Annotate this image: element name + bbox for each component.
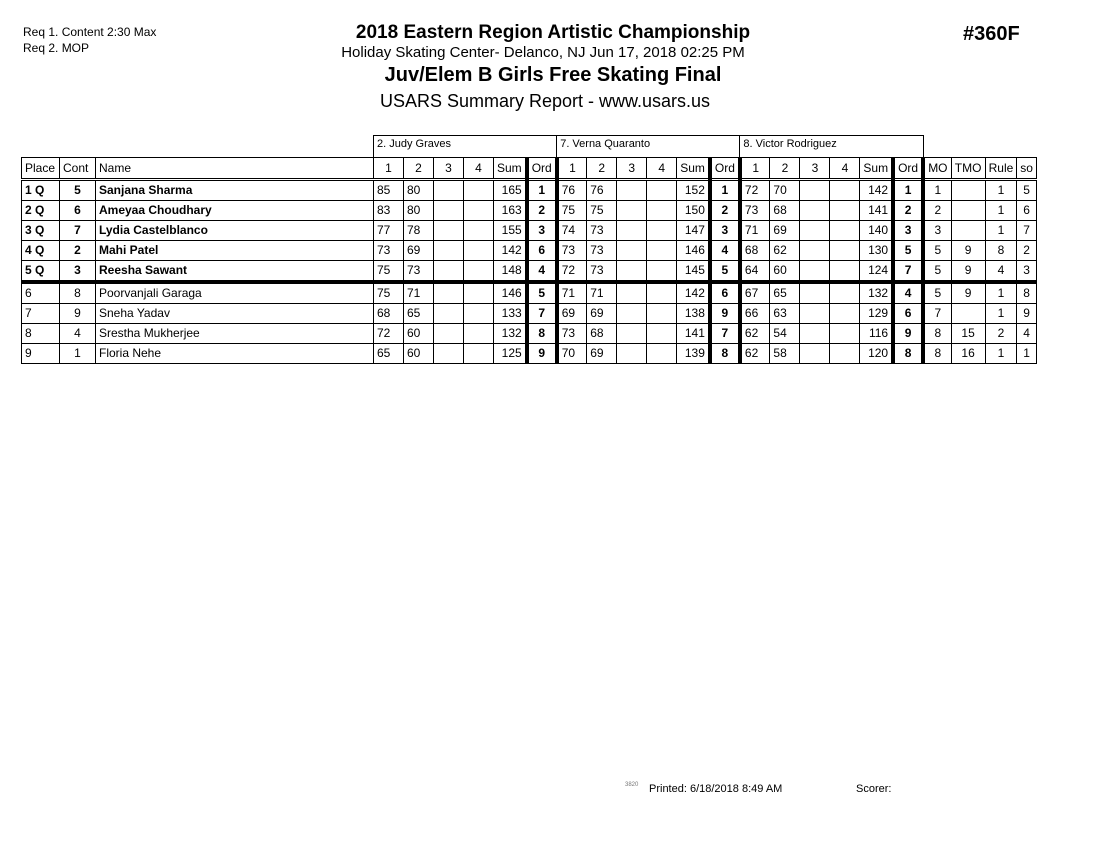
table-row (22, 241, 1037, 261)
col-header-judge1-2: 2 (404, 158, 434, 180)
table-row (22, 180, 1037, 201)
judge1-sum-cell: 163 (494, 201, 527, 221)
judge2-s1-cell: 73 (557, 324, 587, 344)
judge3-s3-cell (800, 324, 830, 344)
judge2-ord-cell: 9 (710, 304, 740, 324)
judge2-s2-cell: 73 (587, 261, 617, 283)
table-row (22, 282, 1037, 304)
so-cell: 5 (1017, 180, 1037, 201)
scorer-label: Scorer: (856, 783, 892, 795)
judge1-s3-cell (434, 261, 464, 283)
mo-cell: 2 (923, 201, 951, 221)
judge1-s4-cell (464, 304, 494, 324)
judge1-sum-cell: 165 (494, 180, 527, 201)
judge1-s4-cell (464, 282, 494, 304)
judge1-s3-cell (434, 180, 464, 201)
rule-cell: 4 (985, 261, 1017, 283)
rule-cell: 2 (985, 324, 1017, 344)
judge2-sum-cell: 150 (677, 201, 710, 221)
col-header-judge3-3: 3 (800, 158, 830, 180)
table-row (22, 201, 1037, 221)
mo-cell: 3 (923, 221, 951, 241)
judge2-s4-cell (647, 344, 677, 364)
judge3-s3-cell (800, 304, 830, 324)
col-header-judge2-sum: Sum (677, 158, 710, 180)
skater-name-cell: Srestha Mukherjee (96, 324, 374, 344)
skater-name-cell: Ameyaa Choudhary (96, 201, 374, 221)
judge2-s3-cell (617, 201, 647, 221)
judge1-ord-cell: 6 (527, 241, 557, 261)
judge3-ord-cell: 6 (893, 304, 923, 324)
judge2-s2-cell: 71 (587, 282, 617, 304)
rule-cell: 1 (985, 180, 1017, 201)
judge1-ord-cell: 3 (527, 221, 557, 241)
judge3-ord-cell: 2 (893, 201, 923, 221)
event-number: #360F (963, 23, 1020, 45)
table-row (22, 324, 1037, 344)
judge1-s1-cell: 75 (374, 282, 404, 304)
judge3-s2-cell: 58 (770, 344, 800, 364)
judge2-s4-cell (647, 241, 677, 261)
col-header-judge2-1: 1 (557, 158, 587, 180)
judge2-s2-cell: 73 (587, 241, 617, 261)
judge2-s4-cell (647, 201, 677, 221)
rule-cell: 8 (985, 241, 1017, 261)
judge1-s4-cell (464, 241, 494, 261)
judge2-s4-cell (647, 324, 677, 344)
col-header-judge3-ord: Ord (893, 158, 923, 180)
place-cell: 3 Q (22, 221, 60, 241)
judge3-s2-cell: 65 (770, 282, 800, 304)
col-header-name: Name (96, 158, 374, 180)
judge3-s2-cell: 60 (770, 261, 800, 283)
judge1-s3-cell (434, 201, 464, 221)
mo-cell: 1 (923, 180, 951, 201)
judge2-s4-cell (647, 304, 677, 324)
judge3-s4-cell (830, 180, 860, 201)
judge3-s4-cell (830, 344, 860, 364)
place-cell: 2 Q (22, 201, 60, 221)
col-header-judge2-ord: Ord (710, 158, 740, 180)
judge1-s2-cell: 80 (404, 201, 434, 221)
judge1-s2-cell: 80 (404, 180, 434, 201)
judge3-s2-cell: 68 (770, 201, 800, 221)
col-header-judge1-1: 1 (374, 158, 404, 180)
judge3-ord-cell: 1 (893, 180, 923, 201)
col-header-judge1-4: 4 (464, 158, 494, 180)
judge1-ord-cell: 9 (527, 344, 557, 364)
col-header-judge2-2: 2 (587, 158, 617, 180)
judge2-sum-cell: 141 (677, 324, 710, 344)
event-title: Juv/Elem B Girls Free Skating Final (384, 64, 722, 86)
judge1-s1-cell: 68 (374, 304, 404, 324)
so-cell: 8 (1017, 282, 1037, 304)
judge2-sum-cell: 152 (677, 180, 710, 201)
judge1-s3-cell (434, 241, 464, 261)
contestant-number-cell: 8 (60, 282, 96, 304)
judge3-s1-cell: 73 (740, 201, 770, 221)
judge3-s3-cell (800, 221, 830, 241)
judge2-s3-cell (617, 261, 647, 283)
judge2-ord-cell: 1 (710, 180, 740, 201)
judge2-s2-cell: 68 (587, 324, 617, 344)
judge2-sum-cell: 142 (677, 282, 710, 304)
judge3-s3-cell (800, 241, 830, 261)
place-cell: 4 Q (22, 241, 60, 261)
mo-cell: 8 (923, 344, 951, 364)
judge2-s1-cell: 71 (557, 282, 587, 304)
so-cell: 2 (1017, 241, 1037, 261)
judge3-ord-cell: 3 (893, 221, 923, 241)
tmo-cell: 16 (951, 344, 985, 364)
col-header-mo: MO (923, 158, 951, 180)
judge1-ord-cell: 8 (527, 324, 557, 344)
col-header-judge1-ord: Ord (527, 158, 557, 180)
table-row (22, 344, 1037, 364)
judge1-s4-cell (464, 261, 494, 283)
skater-name-cell: Sneha Yadav (96, 304, 374, 324)
printed-timestamp: Printed: 6/18/2018 8:49 AM (649, 783, 783, 795)
judge3-sum-cell: 141 (860, 201, 893, 221)
skater-name-cell: Floria Nehe (96, 344, 374, 364)
place-cell: 8 (22, 324, 60, 344)
judge2-s2-cell: 76 (587, 180, 617, 201)
judge1-s4-cell (464, 221, 494, 241)
judge3-sum-cell: 140 (860, 221, 893, 241)
rule-cell: 1 (985, 201, 1017, 221)
judge1-ord-cell: 7 (527, 304, 557, 324)
judge3-ord-cell: 7 (893, 261, 923, 283)
judge2-s2-cell: 69 (587, 344, 617, 364)
judge1-s1-cell: 72 (374, 324, 404, 344)
judge3-s2-cell: 54 (770, 324, 800, 344)
championship-title: 2018 Eastern Region Artistic Championship (355, 22, 751, 43)
judge1-s4-cell (464, 180, 494, 201)
judge1-s1-cell: 77 (374, 221, 404, 241)
judge3-s1-cell: 68 (740, 241, 770, 261)
judge2-s4-cell (647, 221, 677, 241)
tmo-cell: 9 (951, 241, 985, 261)
judge1-ord-cell: 5 (527, 282, 557, 304)
judge3-s2-cell: 69 (770, 221, 800, 241)
skater-name-cell: Reesha Sawant (96, 261, 374, 283)
judge1-s4-cell (464, 201, 494, 221)
judge2-s1-cell: 76 (557, 180, 587, 201)
so-cell: 6 (1017, 201, 1037, 221)
col-header-rule: Rule (985, 158, 1017, 180)
judge3-sum-cell: 132 (860, 282, 893, 304)
judge1-s2-cell: 60 (404, 324, 434, 344)
judge2-s1-cell: 75 (557, 201, 587, 221)
judge3-s3-cell (800, 180, 830, 201)
judge3-s4-cell (830, 304, 860, 324)
col-header-judge1-3: 3 (434, 158, 464, 180)
tmo-cell (951, 221, 985, 241)
judge1-sum-cell: 155 (494, 221, 527, 241)
judge2-s3-cell (617, 304, 647, 324)
col-header-judge1-sum: Sum (494, 158, 527, 180)
contestant-number-cell: 3 (60, 261, 96, 283)
judge2-s4-cell (647, 282, 677, 304)
judge3-s3-cell (800, 344, 830, 364)
judge3-s4-cell (830, 282, 860, 304)
judge2-s4-cell (647, 180, 677, 201)
place-cell: 1 Q (22, 180, 60, 201)
place-cell: 5 Q (22, 261, 60, 283)
judge1-s2-cell: 60 (404, 344, 434, 364)
judge3-s2-cell: 62 (770, 241, 800, 261)
judge3-s3-cell (800, 201, 830, 221)
contestant-number-cell: 2 (60, 241, 96, 261)
judge3-ord-cell: 4 (893, 282, 923, 304)
judge2-s4-cell (647, 261, 677, 283)
so-cell: 9 (1017, 304, 1037, 324)
skater-name-cell: Lydia Castelblanco (96, 221, 374, 241)
col-header-judge2-4: 4 (647, 158, 677, 180)
judge2-sum-cell: 138 (677, 304, 710, 324)
judge2-s2-cell: 75 (587, 201, 617, 221)
judge2-ord-cell: 5 (710, 261, 740, 283)
so-cell: 7 (1017, 221, 1037, 241)
judge1-s1-cell: 83 (374, 201, 404, 221)
judge3-ord-cell: 9 (893, 324, 923, 344)
requirement-1: Req 1. Content 2:30 Max (23, 25, 157, 39)
judge2-sum-cell: 146 (677, 241, 710, 261)
judge2-s3-cell (617, 221, 647, 241)
judge1-s1-cell: 65 (374, 344, 404, 364)
judge3-s1-cell: 67 (740, 282, 770, 304)
judge2-s3-cell (617, 241, 647, 261)
judge1-s3-cell (434, 221, 464, 241)
col-header-judge2-3: 3 (617, 158, 647, 180)
judge3-s1-cell: 66 (740, 304, 770, 324)
contestant-number-cell: 6 (60, 201, 96, 221)
tmo-cell: 9 (951, 282, 985, 304)
col-header-place: Place (22, 158, 60, 180)
judge2-ord-cell: 4 (710, 241, 740, 261)
tmo-cell (951, 304, 985, 324)
so-cell: 1 (1017, 344, 1037, 364)
mo-cell: 5 (923, 241, 951, 261)
judge3-s4-cell (830, 221, 860, 241)
judge1-s2-cell: 73 (404, 261, 434, 283)
col-header-judge3-4: 4 (830, 158, 860, 180)
judge1-sum-cell: 148 (494, 261, 527, 283)
judge1-s2-cell: 69 (404, 241, 434, 261)
judge1-s2-cell: 78 (404, 221, 434, 241)
judge2-ord-cell: 2 (710, 201, 740, 221)
judge1-sum-cell: 133 (494, 304, 527, 324)
judge1-ord-cell: 1 (527, 180, 557, 201)
judge3-s1-cell: 64 (740, 261, 770, 283)
judge3-s3-cell (800, 261, 830, 283)
judge1-s2-cell: 65 (404, 304, 434, 324)
judge3-s1-cell: 72 (740, 180, 770, 201)
judge1-s3-cell (434, 304, 464, 324)
judge2-ord-cell: 3 (710, 221, 740, 241)
table-row (22, 221, 1037, 241)
judge1-sum-cell: 125 (494, 344, 527, 364)
judge2-s3-cell (617, 180, 647, 201)
judge1-s1-cell: 75 (374, 261, 404, 283)
judge-1-name: 2. Judy Graves (374, 136, 557, 158)
judge3-s1-cell: 71 (740, 221, 770, 241)
judge3-s1-cell: 62 (740, 324, 770, 344)
table-row (22, 304, 1037, 324)
judge2-s3-cell (617, 344, 647, 364)
so-cell: 4 (1017, 324, 1037, 344)
judge3-s4-cell (830, 241, 860, 261)
judge-3-name: 8. Victor Rodriguez (740, 136, 923, 158)
header-row (22, 158, 1037, 180)
tmo-cell (951, 201, 985, 221)
mo-cell: 5 (923, 282, 951, 304)
col-header-cont: Cont (60, 158, 96, 180)
skater-name-cell: Sanjana Sharma (96, 180, 374, 201)
skater-name-cell: Poorvanjali Garaga (96, 282, 374, 304)
judge2-ord-cell: 8 (710, 344, 740, 364)
judge1-s3-cell (434, 344, 464, 364)
rule-cell: 1 (985, 221, 1017, 241)
judge3-s4-cell (830, 261, 860, 283)
mo-cell: 7 (923, 304, 951, 324)
judge1-ord-cell: 2 (527, 201, 557, 221)
judge2-s3-cell (617, 282, 647, 304)
requirement-2: Req 2. MOP (23, 41, 90, 55)
judge3-ord-cell: 8 (893, 344, 923, 364)
contestant-number-cell: 7 (60, 221, 96, 241)
judge3-sum-cell: 130 (860, 241, 893, 261)
tmo-cell: 9 (951, 261, 985, 283)
judge1-sum-cell: 146 (494, 282, 527, 304)
col-header-judge3-1: 1 (740, 158, 770, 180)
judge3-sum-cell: 129 (860, 304, 893, 324)
col-header-so: so (1017, 158, 1037, 180)
judge2-ord-cell: 6 (710, 282, 740, 304)
judge3-s2-cell: 63 (770, 304, 800, 324)
table-row (22, 261, 1037, 283)
rule-cell: 1 (985, 304, 1017, 324)
judge3-sum-cell: 120 (860, 344, 893, 364)
judge3-sum-cell: 124 (860, 261, 893, 283)
judge2-s1-cell: 70 (557, 344, 587, 364)
judge1-s1-cell: 73 (374, 241, 404, 261)
judge1-sum-cell: 132 (494, 324, 527, 344)
rule-cell: 1 (985, 344, 1017, 364)
col-header-judge3-sum: Sum (860, 158, 893, 180)
judge2-s2-cell: 69 (587, 304, 617, 324)
judge2-sum-cell: 147 (677, 221, 710, 241)
judge3-sum-cell: 142 (860, 180, 893, 201)
tmo-cell: 15 (951, 324, 985, 344)
judge1-s4-cell (464, 324, 494, 344)
judge2-s2-cell: 73 (587, 221, 617, 241)
results-table (21, 135, 1037, 364)
judges-row (22, 136, 1037, 158)
place-cell: 6 (22, 282, 60, 304)
judge3-s2-cell: 70 (770, 180, 800, 201)
so-cell: 3 (1017, 261, 1037, 283)
judge1-s4-cell (464, 344, 494, 364)
judge-2-name: 7. Verna Quaranto (557, 136, 740, 158)
judge1-s2-cell: 71 (404, 282, 434, 304)
col-header-judge3-2: 2 (770, 158, 800, 180)
judge1-s1-cell: 85 (374, 180, 404, 201)
judge1-s3-cell (434, 282, 464, 304)
report-title: USARS Summary Report - www.usars.us (379, 91, 711, 111)
venue-date-line: Holiday Skating Center- Delanco, NJ Jun 17, 2018 02:25 PM (341, 44, 745, 61)
mo-cell: 8 (923, 324, 951, 344)
tmo-cell (951, 180, 985, 201)
place-cell: 7 (22, 304, 60, 324)
contestant-number-cell: 9 (60, 304, 96, 324)
contestant-number-cell: 4 (60, 324, 96, 344)
contestant-number-cell: 5 (60, 180, 96, 201)
judge3-s3-cell (800, 282, 830, 304)
rule-cell: 1 (985, 282, 1017, 304)
judge2-s1-cell: 69 (557, 304, 587, 324)
judge2-ord-cell: 7 (710, 324, 740, 344)
judge1-ord-cell: 4 (527, 261, 557, 283)
judge1-s3-cell (434, 324, 464, 344)
judge2-sum-cell: 145 (677, 261, 710, 283)
judge2-s1-cell: 74 (557, 221, 587, 241)
judge3-s1-cell: 62 (740, 344, 770, 364)
skater-name-cell: Mahi Patel (96, 241, 374, 261)
judge2-sum-cell: 139 (677, 344, 710, 364)
judge2-s1-cell: 73 (557, 241, 587, 261)
mo-cell: 5 (923, 261, 951, 283)
judge3-s4-cell (830, 324, 860, 344)
contestant-number-cell: 1 (60, 344, 96, 364)
judge1-sum-cell: 142 (494, 241, 527, 261)
judge3-ord-cell: 5 (893, 241, 923, 261)
judge2-s1-cell: 72 (557, 261, 587, 283)
col-header-tmo: TMO (951, 158, 985, 180)
place-cell: 9 (22, 344, 60, 364)
report-code: 3820 (625, 782, 639, 788)
judge3-s4-cell (830, 201, 860, 221)
judge3-sum-cell: 116 (860, 324, 893, 344)
judge2-s3-cell (617, 324, 647, 344)
